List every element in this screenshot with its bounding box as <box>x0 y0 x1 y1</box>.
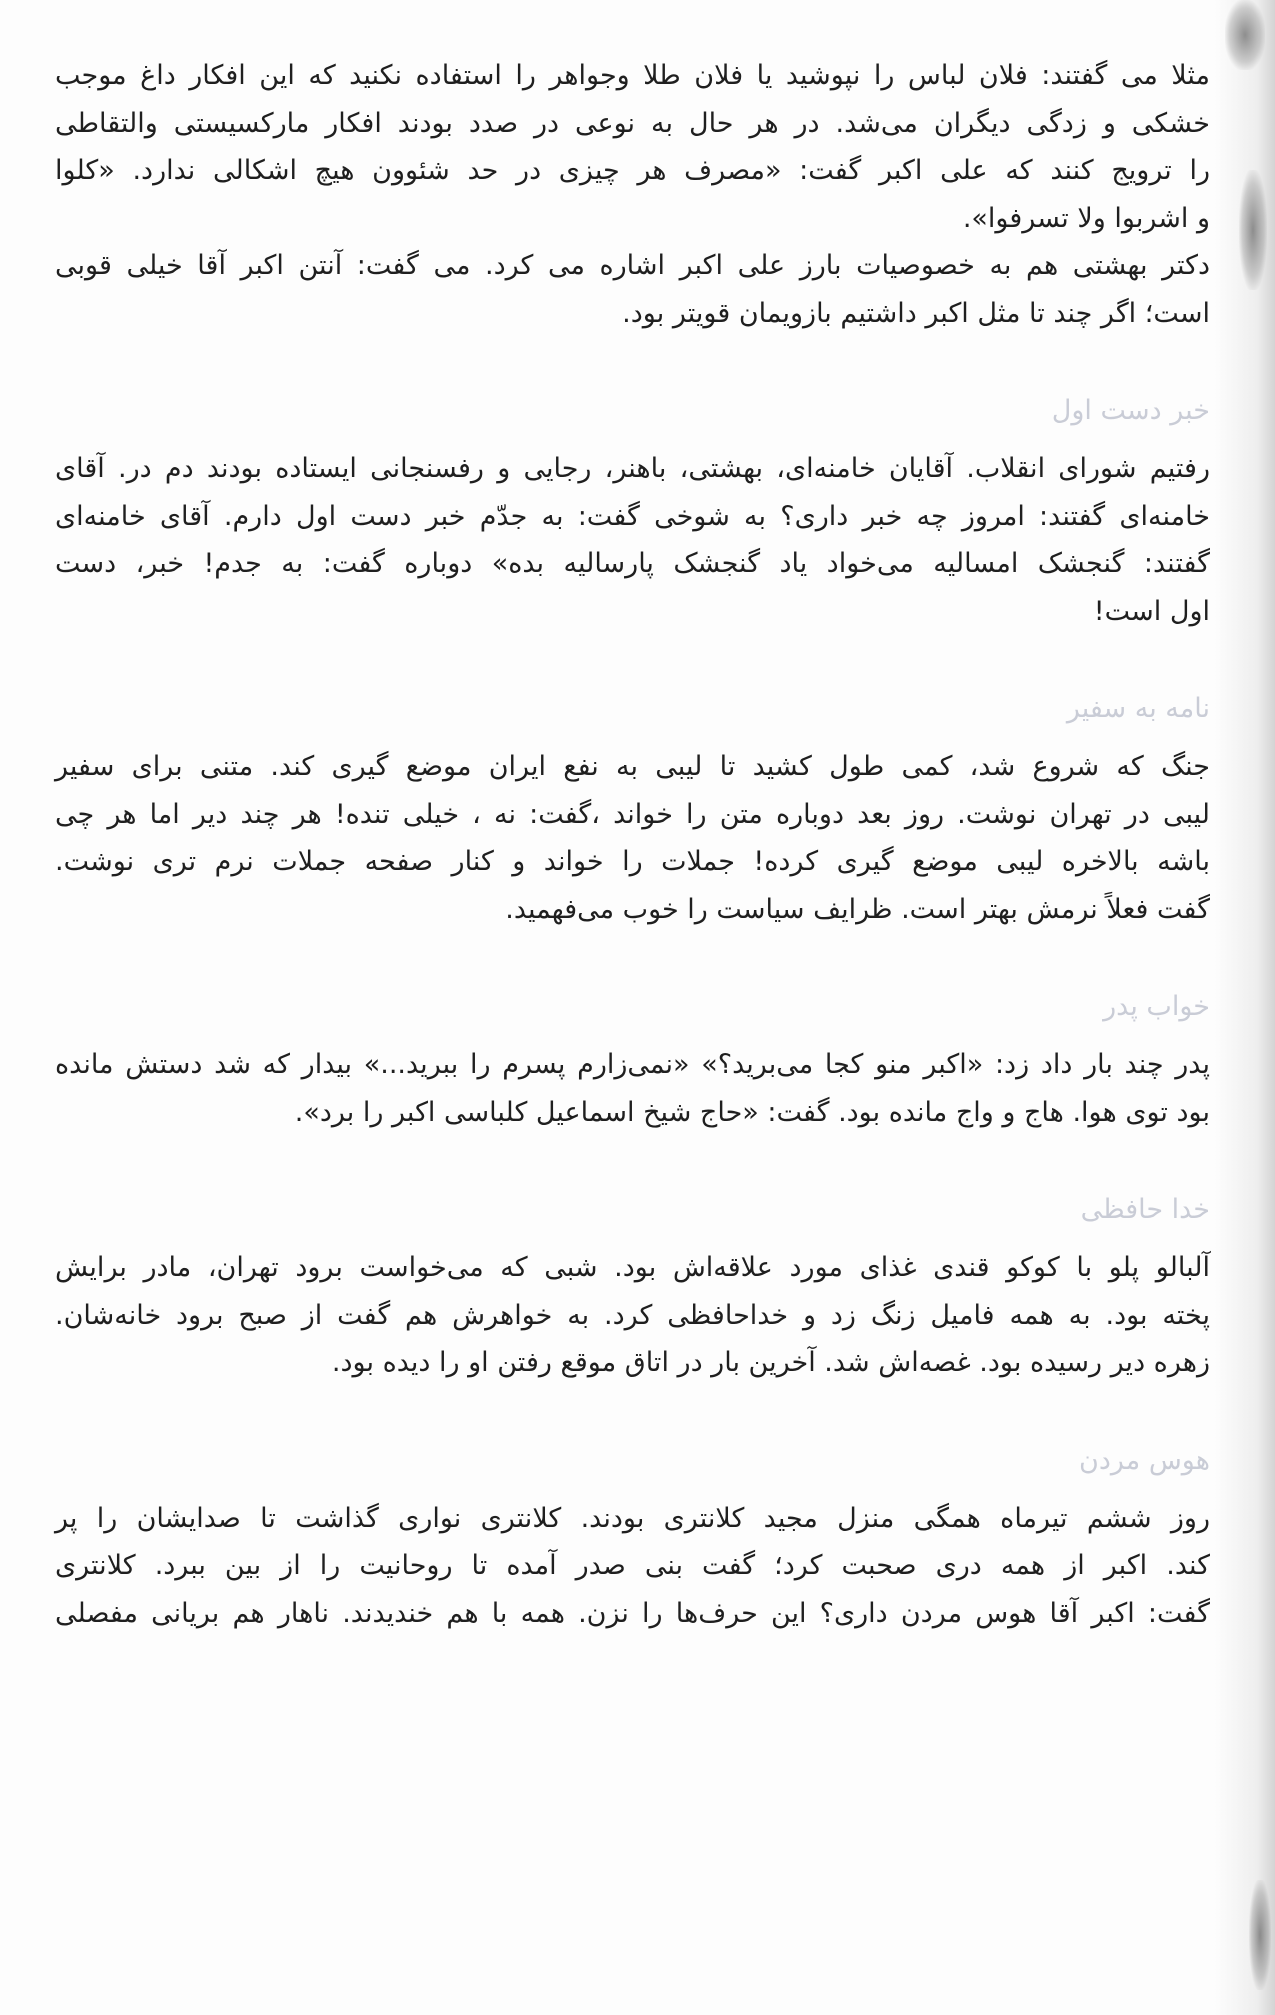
paragraph <box>55 445 1210 635</box>
scan-smudge-bottom <box>1249 1880 1271 1990</box>
text-line: آلبالو پلو با کوکو قندی غذای مورد علاقه‌اش بود. شبی که می‌خواست برود تهران، مادر برایش <box>55 1252 1210 1283</box>
section-heading: خدا حافظی <box>1080 1194 1210 1225</box>
paragraph <box>55 1244 1210 1387</box>
section-heading: هوس مردن <box>1079 1444 1210 1476</box>
text-line: و اشربوا ولا تسرفوا». <box>962 202 1210 234</box>
text-line: اول است! <box>1093 595 1210 627</box>
paragraph <box>55 1041 1210 1136</box>
text-line: گفتند: گنجشک امسالیه می‌خواد یاد گنجشک پارسالیه بده» دوباره گفت: به جدم! خبر، دست <box>55 548 1210 579</box>
scan-smudge-top <box>1225 0 1265 70</box>
section-heading: خواب پدر <box>1103 991 1210 1022</box>
text-line: لیبی در تهران نوشت. روز بعد دوباره متن را خواند ،گفت: نه ، خیلی تنده! هر چند دیر اما هر چی <box>55 798 1210 830</box>
section-heading: خبر دست اول <box>1051 395 1210 426</box>
text-line: باشه بالاخره لیبی موضع گیری کرده! جملات را خواند و کنار صفحه جملات نرم تری نوشت. <box>55 846 1210 877</box>
text-line: زهره دیر رسیده بود. غصه‌اش شد. آخرین بار در اتاق موقع رفتن او را دیده بود. <box>331 1347 1210 1378</box>
text-line: بود توی هوا. هاج و واج مانده بود. گفت: «حاج شیخ اسماعیل کلباسی اکبر را برد». <box>294 1096 1210 1128</box>
text-line: گفت فعلاً نرمش بهتر است. ظرایف سیاست را خوب می‌فهمید. <box>505 893 1210 925</box>
text-line: خامنه‌ای گفتند: امروز چه خبر داری؟ به شوخی گفت: به جدّم خبر دست اول دارم. آقای خامنه‌ای <box>55 500 1210 532</box>
text-line: جنگ که شروع شد، کمی طول کشید تا لیبی به نفع ایران موضع گیری کند. متنی برای سفیر <box>55 751 1210 782</box>
text-line: کند. اکبر از همه دری صحبت کرد؛ گفت بنی صدر آمده تا روحانیت را از بین ببرد. کلانتری <box>55 1550 1210 1581</box>
text-line: پخته بود. به همه فامیل زنگ زد و خداحافظی کرد. به خواهرش هم گفت از صبح برود خانه‌شان. <box>55 1299 1210 1331</box>
paragraph <box>55 1495 1210 1638</box>
text-line: روز ششم تیرماه همگی منزل مجید کلانتری بودند. کلانتری نواری گذاشت تا صدایشان را پر <box>55 1502 1210 1534</box>
paragraph <box>55 743 1210 933</box>
text-line: رفتیم شورای انقلاب. آقایان خامنه‌ای، بهشتی، باهنر، رجایی و رفسنجانی ایستاده بودند دم در. آقای <box>55 453 1210 484</box>
text-line: است؛ اگر چند تا مثل اکبر داشتیم بازویمان قویتر بود. <box>622 297 1210 329</box>
text-line: پدر چند بار داد زد: «اکبر منو کجا می‌برید؟» «نمی‌زارم پسرم را ببرید...» بیدار که شد دستش مانده <box>55 1049 1210 1080</box>
text-line: گفت: اکبر آقا هوس مردن داری؟ این حرف‌ها را نزن. همه با هم خندیدند. ناهار هم بریانی مفصلی <box>55 1597 1210 1629</box>
section-heading: نامه به سفیر <box>1066 693 1210 724</box>
page-edge-shadow <box>1215 0 1275 2015</box>
page-body <box>55 52 1210 1637</box>
scan-smudge-middle <box>1239 170 1267 290</box>
text-line: خشکی و زدگی دیگران می‌شد. در هر حال به نوعی در صدد بودند افکار مارکسیستی والتقاطی <box>55 107 1210 139</box>
text-line: دکتر بهشتی هم به خصوصیات بارز علی اکبر اشاره می کرد. می گفت: آنتن اکبر آقا خیلی قوبی <box>55 250 1210 281</box>
text-line: را ترویج کنند که علی اکبر گفت: «مصرف هر چیزی در حد شئوون هیچ اشکالی ندارد. «کلوا <box>55 155 1210 186</box>
text-line: مثلا می گفتند: فلان لباس را نپوشید یا فلان طلا وجواهر را استفاده نکنید که این افکار داغ موجب <box>55 60 1210 91</box>
paragraph-intro <box>55 52 1210 337</box>
